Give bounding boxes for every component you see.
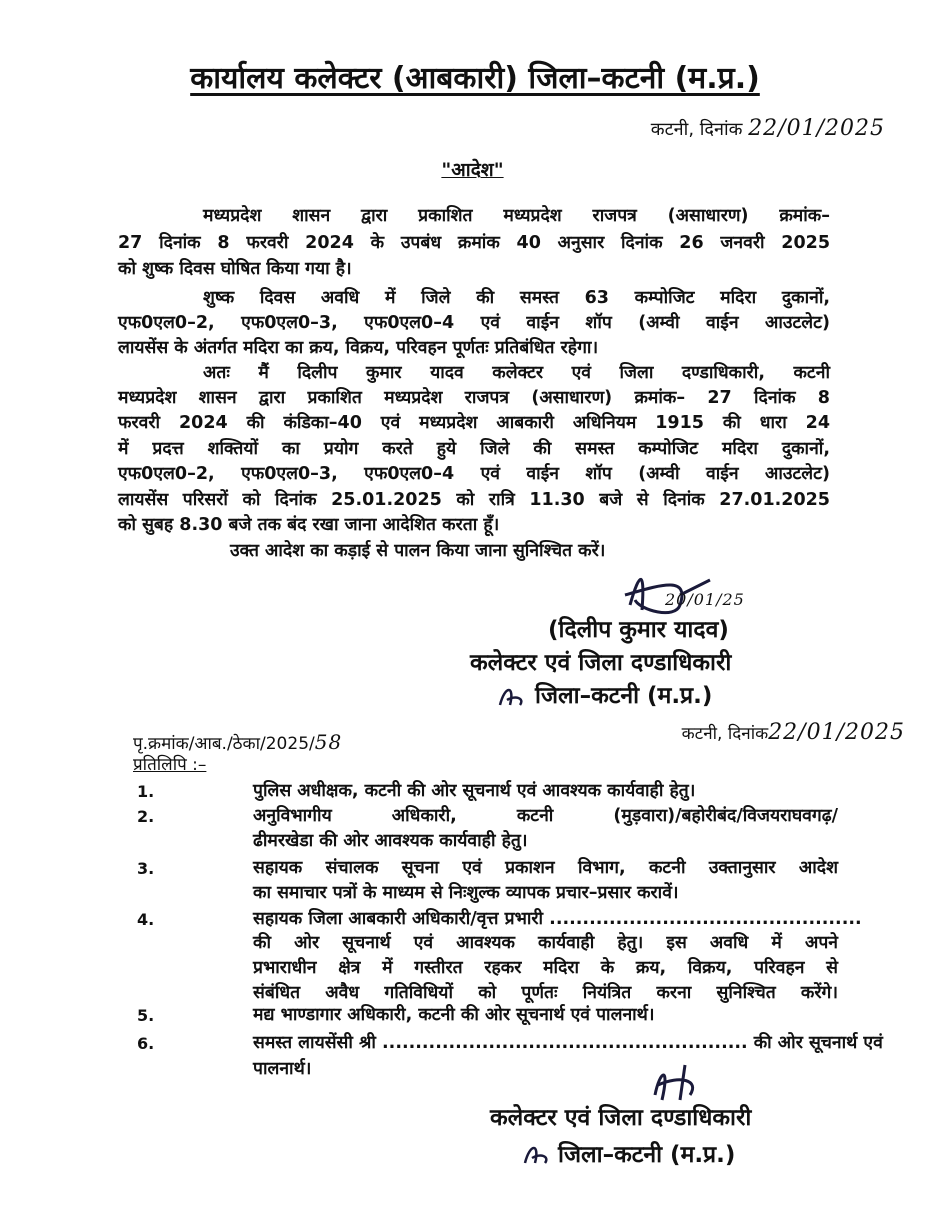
office-title: कार्यालय कलेक्टर (आबकारी) जिला–कटनी (म.प्र.)	[190, 61, 760, 96]
date-label: कटनी, दिनांक	[650, 119, 743, 140]
endorsement-date	[682, 720, 905, 745]
signatory-designation: कलेक्टर एवं जिला दण्डाधिकारी	[470, 650, 732, 676]
copy-item-line: मद्य भाण्डागार अधिकारी, कटनी की ओर सूचनार्थ एवं पालनार्थ।	[253, 1005, 655, 1025]
copy-label: प्रतिलिपि :–	[133, 755, 207, 775]
copy-item-line: की ओर सूचनार्थ एवं आवश्यक कार्यवाही हेतु। इस अवधि में अपने	[253, 933, 838, 953]
copy-item-line: संबंधित अवैध गतिविधियों को पूर्णतः नियंत्रित करना सुनिश्चित करेंगे।	[253, 983, 838, 1003]
final-signatory-designation: कलेक्टर एवं जिला दण्डाधिकारी	[490, 1105, 752, 1131]
signatory-district: जिला–कटनी (म.प्र.)	[535, 683, 713, 709]
date-label: कटनी, दिनांक	[681, 724, 769, 744]
ref-text: पृ.क्रमांक/आब./ठेका/2025/	[133, 734, 315, 754]
item-number: 1.	[137, 782, 155, 801]
reference-number	[133, 730, 342, 754]
item-number: 6.	[137, 1034, 155, 1053]
signature-date: 20/01/25	[665, 590, 745, 609]
copy-item-line: पालनार्थ।	[253, 1059, 312, 1079]
body-line: फरवरी 2024 की कंडिका–40 एवं मध्यप्रदेश आबकारी अधिनियम 1915 की धारा 24	[118, 413, 830, 433]
body-line: को शुष्क दिवस घोषित किया गया है।	[118, 259, 352, 279]
body-line: को सुबह 8.30 बजे तक बंद रखा जाना आदेशित करता हूँ।	[118, 515, 500, 535]
copy-item-line: समस्त लायसेंसी श्री ....................................................... की ओर सूचनार्थ एवं	[253, 1033, 883, 1053]
item-number: 5.	[137, 1006, 155, 1025]
body-line: 27 दिनांक 8 फरवरी 2024 के उपबंध क्रमांक 40 अनुसार दिनांक 26 जनवरी 2025	[118, 233, 830, 253]
item-number: 3.	[137, 859, 155, 878]
copy-item-line: सहायक संचालक सूचना एवं प्रकाशन विभाग, कटनी उक्तानुसार आदेश	[253, 858, 838, 878]
body-line: उक्त आदेश का कड़ाई से पालन किया जाना सुनिश्चित करें।	[230, 541, 606, 561]
copy-item-line: प्रभाराधीन क्षेत्र में गस्तीरत रहकर मदिरा के क्रय, विक्रय, परिवहन से	[253, 958, 838, 978]
signature-2	[650, 1060, 730, 1105]
initials-2	[520, 1138, 556, 1168]
handwritten-date: 22/01/2025	[768, 720, 905, 745]
order-heading: "आदेश"	[441, 159, 504, 181]
handwritten-date: 22/01/2025	[748, 116, 885, 141]
final-signatory-district: जिला–कटनी (म.प्र.)	[558, 1142, 736, 1168]
body-line: एफ0एल0–2, एफ0एल0–3, एफ0एल0–4 एवं वाईन शॉप (अम्वी वाईन आउटलेट)	[118, 313, 830, 333]
ref-handwritten: 58	[314, 730, 343, 754]
body-line: में प्रदत्त शक्तियों का प्रयोग करते हुये जिले की समस्त कम्पोजिट मदिरा दुकानों,	[118, 439, 830, 459]
item-number: 4.	[137, 910, 155, 929]
copy-item-line: ढीमरखेडा की ओर आवश्यक कार्यवाही हेतु।	[253, 831, 528, 851]
copy-item-line: पुलिस अधीक्षक, कटनी की ओर सूचनार्थ एवं आवश्यक कार्यवाही हेतु।	[253, 781, 696, 801]
body-line: मध्यप्रदेश शासन द्वारा प्रकाशित मध्यप्रदेश राजपत्र (असाधारण) क्रमांक– 27 दिनांक 8	[118, 388, 830, 408]
initials-1	[495, 680, 531, 710]
signatory-name: (दिलीप कुमार यादव)	[548, 617, 729, 643]
body-line: लायसेंस परिसरों को दिनांक 25.01.2025 को रात्रि 11.30 बजे से दिनांक 27.01.2025	[118, 490, 830, 510]
body-line: एफ0एल0–2, एफ0एल0–3, एफ0एल0–4 एवं वाईन शॉप (अम्वी वाईन आउटलेट)	[118, 464, 830, 484]
body-line: लायसेंस के अंतर्गत मदिरा का क्रय, विक्रय, परिवहन पूर्णतः प्रतिबंधित रहेगा।	[118, 338, 599, 358]
item-number: 2.	[137, 807, 155, 826]
copy-item-line: सहायक जिला आबकारी अधिकारी/वृत्त प्रभारी ...............................................	[253, 909, 862, 929]
body-line: अतः मैं दिलीप कुमार यादव कलेक्टर एवं जिला दण्डाधिकारी, कटनी	[203, 363, 830, 383]
copy-item-line: का समाचार पत्रों के माध्यम से निःशुल्क व्यापक प्रचार–प्रसार करावें।	[253, 883, 679, 903]
body-line: शुष्क दिवस अवधि में जिले की समस्त 63 कम्पोजिट मदिरा दुकानों,	[203, 288, 830, 308]
body-line: मध्यप्रदेश शासन द्वारा प्रकाशित मध्यप्रदेश राजपत्र (असाधारण) क्रमांक–	[203, 206, 830, 226]
order-date	[651, 116, 885, 141]
copy-item-line: अनुविभागीय अधिकारी, कटनी (मुड़वारा)/बहोरीबंद/विजयराघवगढ़/	[253, 806, 838, 826]
